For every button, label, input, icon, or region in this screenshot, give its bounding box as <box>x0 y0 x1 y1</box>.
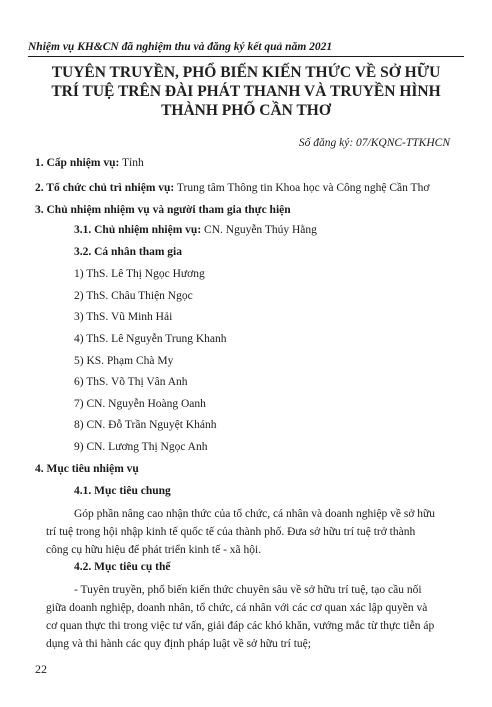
paragraph-line: dụng và thi hành các quy định pháp luật về sở hữu trí tuệ; <box>46 638 311 650</box>
registration-number: Số đăng ký: 07/KQNC-TTKHCN <box>298 137 450 149</box>
title-line-3: THÀNH PHỐ CẦN THƠ <box>161 102 331 119</box>
paragraph-line: Góp phần nâng cao nhận thức của tổ chức, cá nhân và doanh nghiệp về sở hữu <box>74 508 436 520</box>
member-item: 3) ThS. Vũ Minh Hải <box>74 311 173 323</box>
section-4-2-paragraph <box>46 581 456 653</box>
header-rule <box>28 56 464 57</box>
document-title <box>28 63 464 120</box>
section-4-heading: 4. Mục tiêu nhiệm vụ <box>35 463 139 475</box>
section-3-2-heading: 3.2. Cá nhân tham gia <box>74 246 182 258</box>
section-2 <box>35 182 429 194</box>
section-3-heading: 3. Chủ nhiệm nhiệm vụ và người tham gia thực hiện <box>35 204 291 216</box>
paragraph-line: cơ quan thực thi trong việc tư vấn, giải đáp các khó khăn, vướng mắc từ thực tiễn áp <box>46 620 435 632</box>
section-4-2-heading: 4.2. Mục tiêu cụ thể <box>74 561 171 573</box>
member-item: 4) ThS. Lê Nguyễn Trung Khanh <box>74 333 227 345</box>
member-item: 9) CN. Lương Thị Ngọc Anh <box>74 441 208 453</box>
page-number: 22 <box>35 662 47 676</box>
section-1 <box>35 157 144 169</box>
section-3-1-value: CN. Nguyễn Thúy Hằng <box>201 224 317 236</box>
member-item: 7) CN. Nguyễn Hoàng Oanh <box>74 398 206 410</box>
paragraph-line: - Tuyên truyền, phổ biến kiến thức chuyên sâu về sở hữu trí tuệ, tạo cầu nối <box>74 584 422 596</box>
member-item: 2) ThS. Châu Thiện Ngọc <box>74 290 193 302</box>
paragraph-line: trí tuệ trong hội nhập kinh tế quốc tế của thành phố. Đưa sở hữu trí tuệ trở thành <box>46 526 416 538</box>
member-item: 1) ThS. Lê Thị Ngọc Hương <box>74 268 205 280</box>
section-4-1-heading: 4.1. Mục tiêu chung <box>74 485 171 497</box>
paragraph-line: giữa doanh nghiệp, doanh nhân, tổ chức, cá nhân với các cơ quan xác lập quyền và <box>46 602 428 614</box>
section-3-1-label: 3.1. Chủ nhiệm nhiệm vụ: <box>74 224 202 236</box>
section-2-label: 2. Tổ chức chủ trì nhiệm vụ: <box>35 182 175 194</box>
section-4-1-paragraph <box>46 505 456 559</box>
title-line-2: TRÍ TUỆ TRÊN ĐÀI PHÁT THANH VÀ TRUYỀN HÌNH <box>51 83 441 100</box>
member-item: 8) CN. Đỗ Trần Nguyệt Khánh <box>74 419 217 431</box>
section-2-value: Trung tâm Thông tin Khoa học và Công nghệ Cần Thơ <box>174 182 430 194</box>
member-item: 5) KS. Phạm Chà My <box>74 355 174 367</box>
section-3-1 <box>74 224 317 236</box>
section-1-value: Tỉnh <box>119 157 144 169</box>
running-head: Nhiệm vụ KH&CN đã nghiệm thu và đăng ký kết quả năm 2021 <box>28 41 333 53</box>
member-item: 6) ThS. Võ Thị Vân Anh <box>74 376 188 388</box>
paragraph-line: công cụ hữu hiệu để phát triển kinh tế - xã hội. <box>46 544 262 556</box>
section-1-label: 1. Cấp nhiệm vụ: <box>35 157 120 169</box>
title-line-1: TUYÊN TRUYỀN, PHỔ BIẾN KIẾN THỨC VỀ SỞ HỮU <box>51 64 441 81</box>
